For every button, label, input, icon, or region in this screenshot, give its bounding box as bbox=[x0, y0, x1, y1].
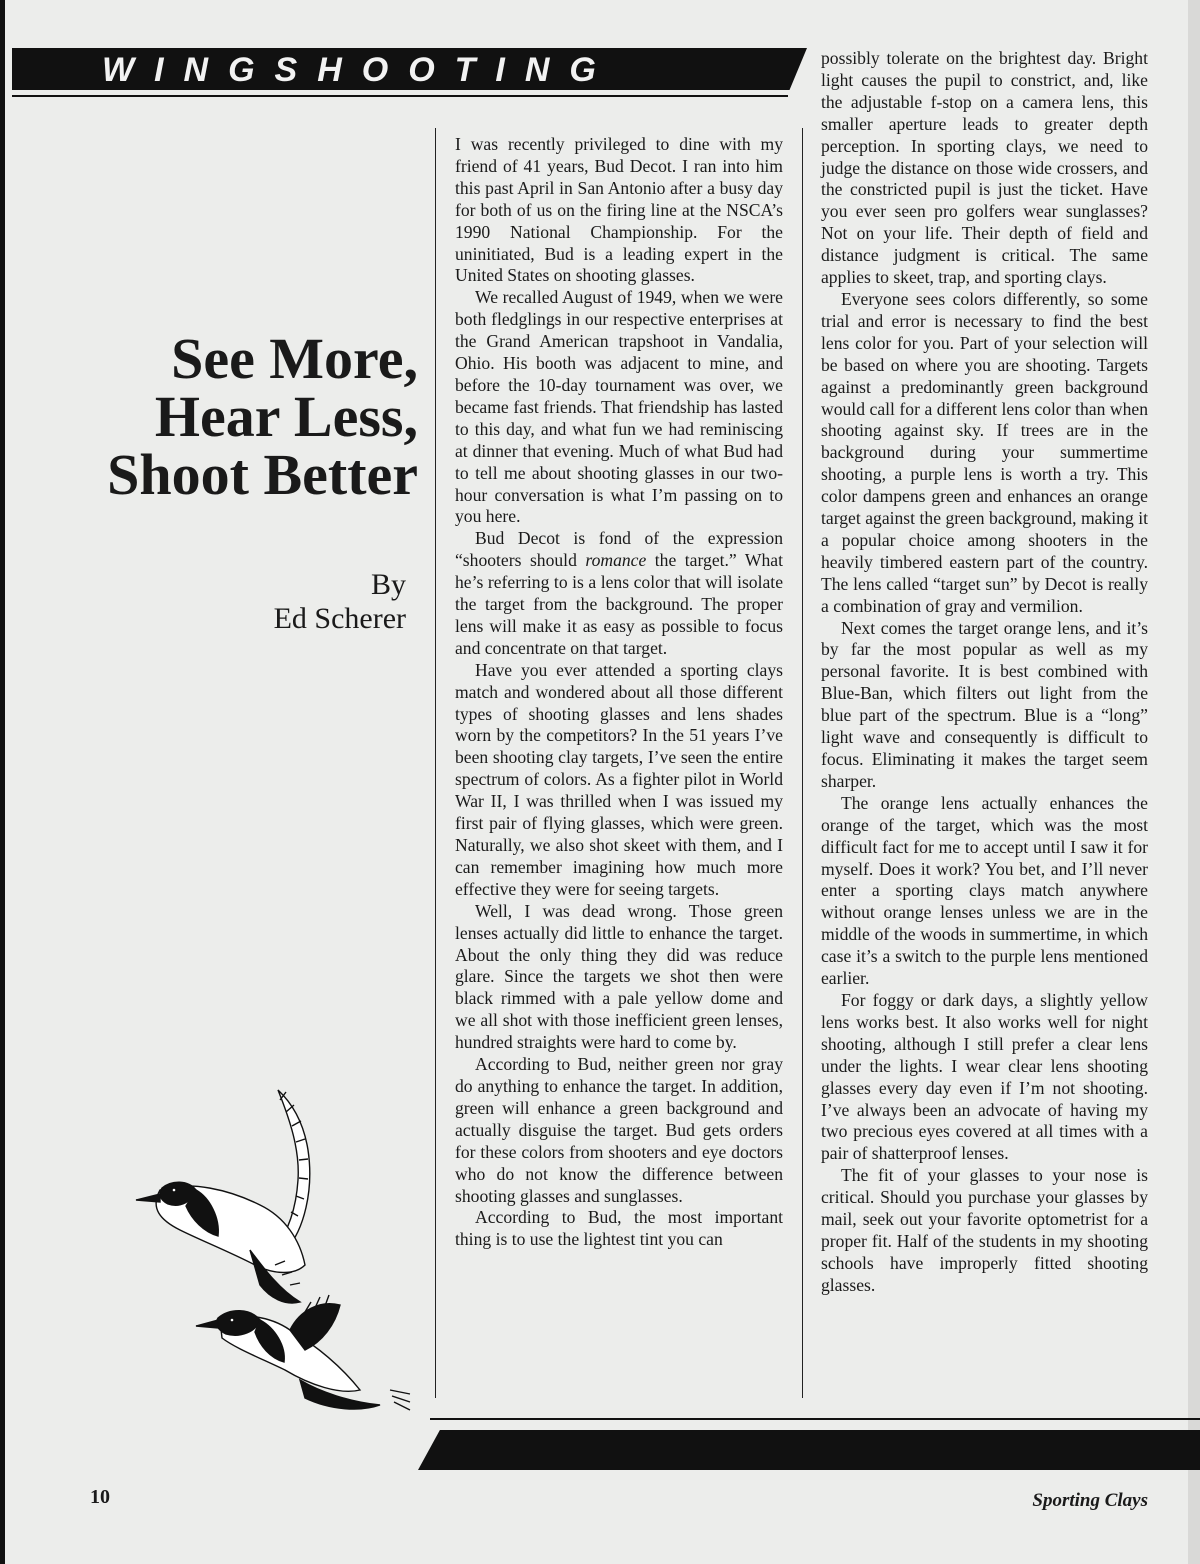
text-run: Bud Decot is fond of the expression “shooters should bbox=[455, 528, 783, 571]
flying-ducks-illustration bbox=[100, 1080, 430, 1420]
text-run: the target.” What he’s referring to is a lens color that will isolate the target from the background. The proper lens will make it as easy as possible to focus and concentrate on that target. bbox=[455, 550, 783, 658]
paragraph: The fit of your glasses to your nose is critical. Should you purchase your glasses by mail, seek out your favorite optometrist for a proper fit. Half of the students in my shooting schools have improperly fitted shooting glasses. bbox=[821, 1165, 1148, 1295]
paragraph: We recalled August of 1949, when we were both fledglings in our respective enterprises at the Grand American trapshoot in Vandalia, Ohio. His booth was adjacent to mine, and before the 10-day tournament was over, we became fast friends. That friendship has lasted to this day, and what fun we had reminiscing at dinner that evening. Much of what Bud had to tell me about shooting glasses in our two-hour conversation is what I’m passing on to you here. bbox=[455, 287, 783, 527]
page-edge-shadow bbox=[1188, 0, 1200, 1564]
upper-duck-icon bbox=[136, 1090, 310, 1303]
paragraph: Well, I was dead wrong. Those green lenses actually did little to enhance the target. About the only thing they did was reduce glare. Since the targets we shot then were black rimmed with a pale yellow dome and we all shot with those inefficient green lenses, hundred straights were hard to come by. bbox=[455, 900, 783, 1053]
title-line-2: Hear Less, bbox=[154, 384, 418, 449]
title-line-3: Shoot Better bbox=[107, 442, 418, 507]
byline bbox=[200, 568, 406, 636]
paragraph: The orange lens actually enhances the orange of the target, which was the most difficult fact for me to accept until I saw it for myself. Does it work? You bet, and I’ll never enter a sporting clays match anywhere without orange lenses unless we are in the middle of the woods in summertime, in which case it’s a switch to the purple lens mentioned earlier. bbox=[821, 792, 1148, 989]
footer-rule bbox=[430, 1418, 1200, 1420]
banner-underline bbox=[12, 95, 788, 97]
paragraph: Everyone sees colors differently, so some trial and error is necessary to find the best lens color for you. Part of your selection will be based on where you are shooting. Targets against a predominantly green background would call for a different lens color than when shooting against sky. If trees are in the background during your summertime shooting, a purple lens is worth a try. This color dampens green and enhances an orange target against the green background, making it a popular choice among shooters in the heavily timbered eastern part of the country. The lens called “target sun” by Decot is really a combination of gray and vermilion. bbox=[821, 288, 1148, 616]
byline-by: By bbox=[370, 568, 406, 601]
emphasis-text: romance bbox=[585, 550, 647, 571]
paragraph: According to Bud, the most important thing is to use the lightest tint you can bbox=[455, 1207, 783, 1250]
lower-duck-icon bbox=[196, 1295, 410, 1410]
footer-banner bbox=[418, 1430, 1200, 1470]
column-divider-left bbox=[435, 128, 436, 1398]
paragraph: Next comes the target orange lens, and it’s by far the most popular as well as my personal favorite. It is best combined with Blue-Ban, which filters out light from the blue part of the spectrum. Blue is a “long” light wave and consequently is difficult to focus. Eliminating it makes the target seem sharper. bbox=[821, 617, 1148, 791]
magazine-name: Sporting Clays bbox=[1032, 1490, 1148, 1511]
paragraph: According to Bud, neither green nor gray do anything to enhance the target. In addition, green will enhance a green background and actually disguise the target. Bud gets orders for these colors from shooters and eye doctors who do not know the difference between shooting glasses and sunglasses. bbox=[455, 1054, 783, 1206]
column-divider-right bbox=[802, 128, 803, 1398]
body-column-1 bbox=[455, 134, 783, 1251]
body-column-2 bbox=[821, 48, 1148, 1297]
paragraph: possibly tolerate on the brightest day. Bright light causes the pupil to constrict, and, like the adjustable f-stop on a camera lens, this smaller aperture leads to greater depth perception. In sporting clays, we need to judge the distance on those wide crossers, and the constricted pupil is just the ticket. Have you ever seen pro golfers wear sunglasses? Not on your life. Their depth of field and distance judgment is critical. The same applies to skeet, trap, and sporting clays. bbox=[821, 48, 1148, 288]
section-label: WINGSHOOTING bbox=[102, 51, 616, 89]
left-margin-rule bbox=[0, 0, 5, 1564]
title-line-1: See More, bbox=[171, 326, 418, 391]
article-title bbox=[40, 326, 418, 507]
page-number: 10 bbox=[90, 1486, 110, 1508]
paragraph: For foggy or dark days, a slightly yellow lens works best. It also works well for night shooting, although I still prefer a clear lens under the lights. I wear clear lens shooting glasses every day even if I’m not shooting. I’ve always been an advocate of having my two precious eyes covered at all times with a pair of shatterproof lenses. bbox=[821, 989, 1148, 1164]
paragraph: I was recently privileged to dine with my friend of 41 years, Bud Decot. I ran into him this past April in San Antonio after a busy day for both of us on the firing line at the NSCA’s 1990 National Championship. For the uninitiated, Bud is a leading expert in the United States on shooting glasses. bbox=[455, 134, 783, 286]
paragraph bbox=[455, 528, 783, 659]
paragraph: Have you ever attended a sporting clays match and wondered about all those different types of shooting glasses and lens shades worn by the competitors? In the 51 years I’ve been shooting clay targets, I’ve seen the entire spectrum of colors. As a fighter pilot in World War II, I was thrilled when I was issued my first pair of flying glasses, which were green. Naturally, we also shot skeet with them, and I can remember imagining how much more effective they were for seeing targets. bbox=[455, 659, 783, 899]
byline-author: Ed Scherer bbox=[273, 602, 406, 635]
